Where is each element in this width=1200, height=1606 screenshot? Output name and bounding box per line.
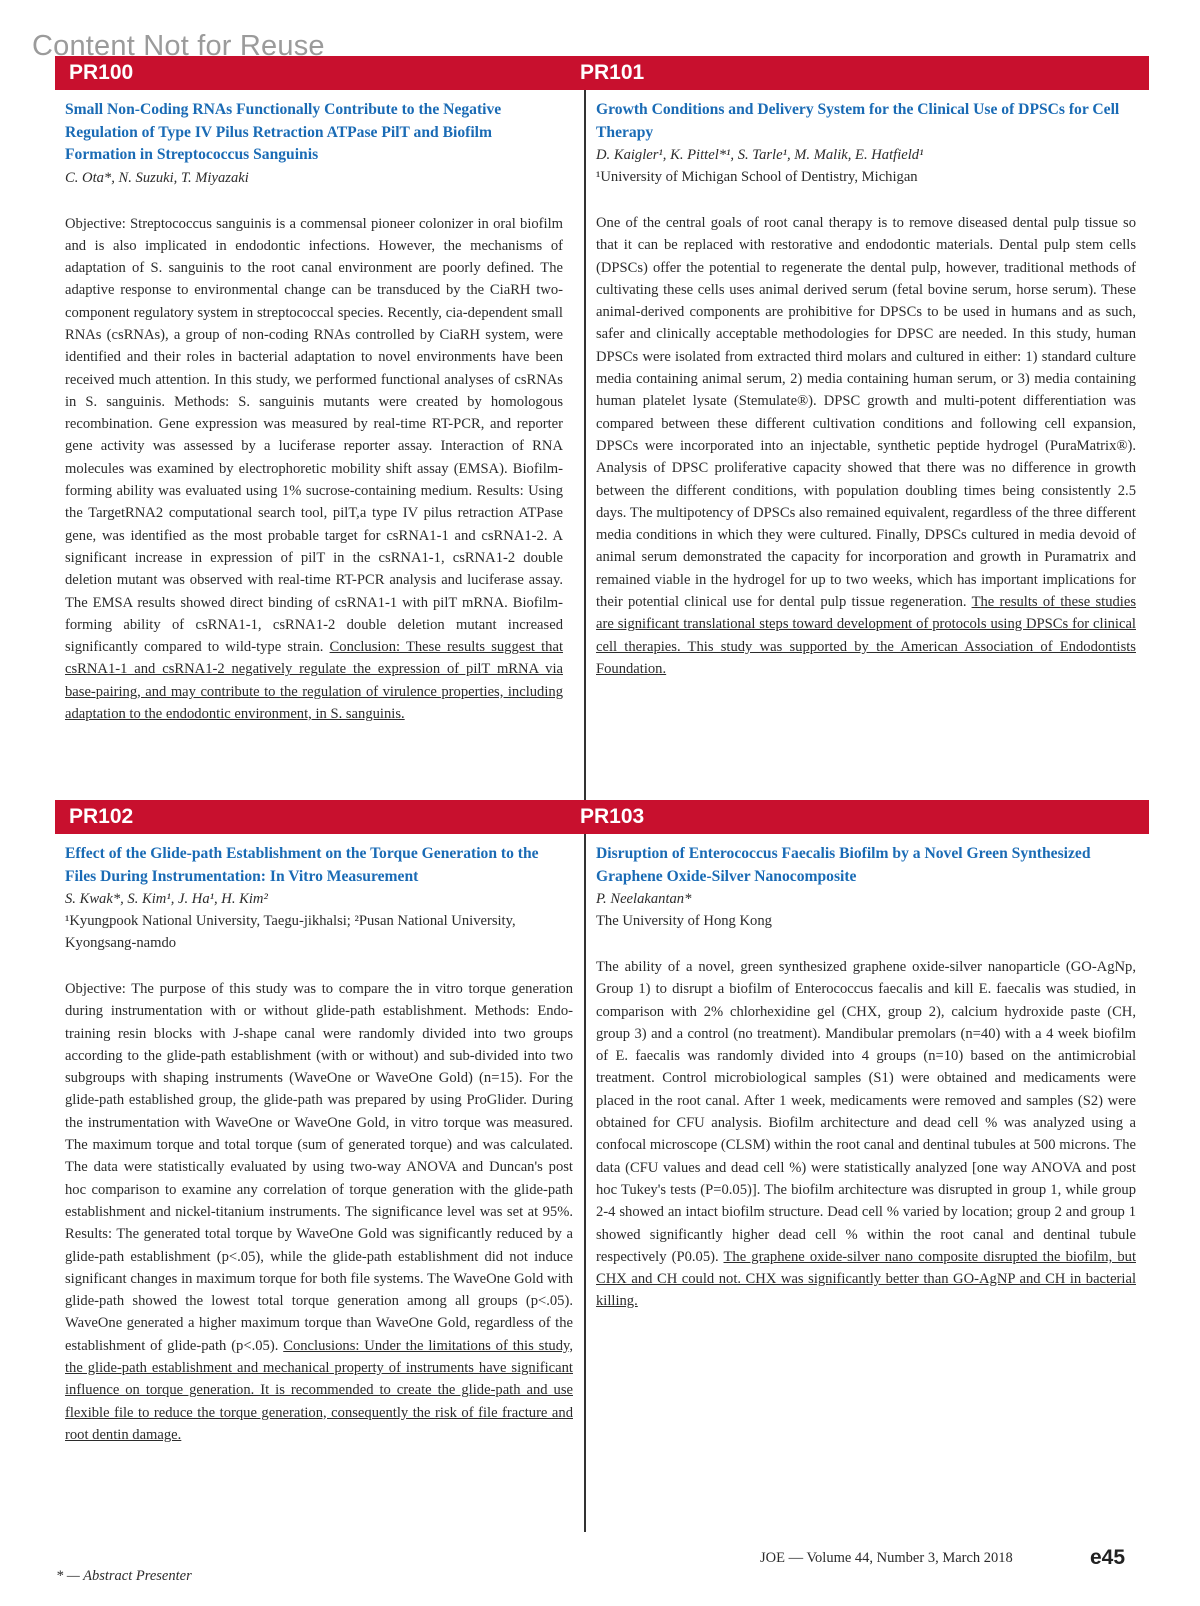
abstract-pr100: [65, 99, 563, 725]
abstract-conclusion: Conclusions: Under the limitations of this study, the glide-path establishment and mechanical property of instruments have significant influence on torque generation. It is recommended to create the glide-path and use flexible file to reduce the torque generation, consequently the risk of file fracture and root dentin damage.: [65, 1337, 573, 1443]
abstract-body: [65, 978, 573, 1446]
abstract-authors: S. Kwak*, S. Kim¹, J. Ha¹, H. Kim²: [65, 891, 268, 907]
abstract-conclusion: The results of these studies are significant translational steps toward development of protocols using DPSCs for clinical cell therapies. This study was supported by the American Association of Endodontists Foundation.: [596, 594, 1136, 677]
abstract-title: Small Non-Coding RNAs Functionally Contribute to the Negative Regulation of Type IV Pilus Retraction ATPase PilT and Biofilm Formation in Streptococcus Sanguinis: [65, 101, 502, 163]
abstract-body-text: Objective: Streptococcus sanguinis is a commensal pioneer colonizer in oral biofilm and is also implicated in endodontic infections. However, the mechanisms of adaptation of S. sanguinis to the root canal environment are poorly defined. The adaptive response to environmental change can be transduced by the CiaRH two-component regulatory system in streptococcal species. Recently, cia-dependent small RNAs (csRNAs), a group of non-coding RNAs controlled by CiaRH system, were identified and their roles in bacterial adaptation to novel environments have been received much attention. In this study, we performed functional analyses of csRNAs in S. sanguinis. Methods: S. sanguinis mutants were created by homologous recombination. Gene expression was measured by real-time RT-PCR, and reporter gene activity was assessed by a luciferase reporter assay. Interaction of RNA molecules was examined by electrophoretic mobility shift assay (EMSA). Biofilm-forming ability was evaluated using 1% sucrose-containing medium. Results: Using the TargetRNA2 computational search tool, pilT,a type IV pilus retraction ATPase gene, was identified as the most probable target for csRNA1-1 and csRNA1-2. A significant increase in expression of pilT in the csRNA1-1, csRNA1-2 double deletion mutant was observed with real-time RT-PCR analysis and luciferase assay. The EMSA results showed direct binding of csRNA1-1 with pilT mRNA. Biofilm-forming ability of csRNA1-1, csRNA1-2 double deletion mutant increased significantly compared to wild-type strain.: [65, 215, 563, 656]
abstract-body-text: The ability of a novel, green synthesized graphene oxide-silver nanoparticle (GO-AgNp, Group 1) to disrupt a biofilm of Enterococcus faecalis and kill E. faecalis was studied, in comparison with 2% chlorhexidine gel (CHX, group 2), calcium hydroxide paste (CH, group 3) and a control (no treatment). Mandibular premolars (n=40) with a 4 week biofilm of E. faecalis was randomly divided into 4 groups (n=10) based on the antimicrobial treatment. Control microbiological samples (S1) were obtained and medicaments were placed in the root canal. After 1 week, medicaments were removed and samples (S2) were obtained for CFU analysis. Biofilm architecture and dead cell % was analyzed using a confocal microscope (CLSM) within the root canal and dentinal tubules at 500 microns. The data (CFU values and dead cell %) were statistically analyzed [one way ANOVA and post hoc Tukey's tests (P=0.05)]. The biofilm architecture was disrupted in group 1, while group 2-4 showed an intact biofilm structure. Dead cell % varied by location; group 2 and group 1 showed significantly higher dead cell % within the root canal and dentinal tubule respectively (P0.05).: [596, 959, 1136, 1265]
abstract-header-pr103: [566, 800, 1149, 834]
abstract-header-pr101: [566, 56, 1149, 90]
abstract-conclusion: Conclusion: These results suggest that csRNA1-1 and csRNA1-2 negatively regulate the expression of pilT mRNA via base-pairing, and may contribute to the regulation of virulence properties, including adaptation to the endodontic environment, in S. sanguinis.: [65, 639, 563, 723]
abstract-body: [65, 213, 563, 726]
watermark-text: Content Not for Reuse: [32, 30, 325, 62]
abstract-affiliation: ¹Kyungpook National University, Taegu-jikhalsi; ²Pusan National University, Kyongsang-namdo: [65, 913, 516, 951]
abstract-body: [596, 956, 1136, 1313]
journal-citation: JOE — Volume 44, Number 3, March 2018: [760, 1550, 1013, 1566]
abstract-body-text: One of the central goals of root canal therapy is to remove diseased dental pulp tissue so that it can be replaced with restorative and endodontic materials. Dental pulp stem cells (DPSCs) offer the potential to regenerate the dental pulp, however, traditional methods of cultivating these cells uses animal derived serum (fetal bovine serum, horse serum). These animal-derived components are prohibitive for DPSCs to be used in humans and as such, safer and clinically acceptable methodologies for DPSC are needed. In this study, human DPSCs were isolated from extracted third molars and cultured in either: 1) standard culture media containing animal serum, 2) media containing human serum, or 3) media containing human platelet lysate (Stemulate®). DPSC growth and multi-potent differentiation was compared between these different cultivation conditions and following cell expansion, DPSCs were incorporated into an injectable, synthetic peptide hydrogel (PuraMatrix®). Analysis of DPSC proliferative capacity showed that there was no difference in growth between the different conditions, with population doubling times being consistently 2.5 days. The multipotency of DPSCs also remained equivalent, regardless of the three different media conditions in which they were cultured. Finally, DPSCs cultured in media devoid of animal serum demonstrated the capacity for incorporation and growth in Puramatrix and remained viable in the hydrogel for up to two weeks, which has important implications for their potential clinical use for dental pulp tissue regeneration.: [596, 215, 1136, 611]
abstract-authors: C. Ota*, N. Suzuki, T. Miyazaki: [65, 169, 249, 186]
presenter-footnote: * — Abstract Presenter: [56, 1568, 192, 1584]
abstract-pr103: [596, 843, 1136, 1313]
abstract-code: PR102: [69, 805, 134, 828]
abstract-affiliation: ¹University of Michigan School of Dentistry, Michigan: [596, 169, 918, 185]
abstract-code: PR101: [580, 61, 645, 84]
abstract-authors: P. Neelakantan*: [596, 891, 692, 907]
abstract-pr101: [596, 99, 1136, 680]
abstract-affiliation: The University of Hong Kong: [596, 913, 772, 929]
abstract-code: PR100: [69, 61, 134, 84]
abstract-body-text: Objective: The purpose of this study was to compare the in vitro torque generation during instrumentation with or without glide-path establishment. Methods: Endo-training resin blocks with J-shape canal were randomly divided into two groups according to the glide-path establishment (with or without) and sub-divided into two subgroups with shaping instruments (WaveOne or WaveOne Gold) (n=15). For the glide-path established group, the glide-path was prepared by using ProGlider. During the instrumentation with WaveOne or WaveOne Gold, in vitro torque was measured. The maximum torque and total torque (sum of generated torque) and was calculated. The data were statistically evaluated by using two-way ANOVA and Duncan's post hoc comparison to examine any correlation of torque generation with the glide-path establishment and nickel-titanium instruments. The significance level was set at 95%. Results: The generated total torque by WaveOne Gold was significantly reduced by a glide-path establishment (p<.05), while the glide-path establishment did not induce significant changes in maximum torque for both file systems. The WaveOne Gold with glide-path showed the lowest total torque generation among all groups (p<.05). WaveOne generated a higher maximum torque than WaveOne Gold, regardless of the establishment of glide-path (p<.05).: [65, 981, 573, 1354]
abstract-authors: D. Kaigler¹, K. Pittel*¹, S. Tarle¹, M. Malik, E. Hatfield¹: [596, 147, 924, 163]
abstract-title: Disruption of Enterococcus Faecalis Biofilm by a Novel Green Synthesized Graphene Oxide-Silver Nanocomposite: [596, 845, 1091, 885]
abstract-header-pr102: [55, 800, 569, 834]
abstract-code: PR103: [580, 805, 645, 828]
page-number: e45: [1090, 1546, 1126, 1569]
column-divider: [584, 834, 586, 1532]
abstract-title: Growth Conditions and Delivery System for the Clinical Use of DPSCs for Cell Therapy: [596, 101, 1120, 141]
abstract-pr102: [65, 843, 573, 1446]
abstract-body: [596, 212, 1136, 680]
abstract-conclusion: The graphene oxide-silver nano composite disrupted the biofilm, but CHX and CH could not. CHX was significantly better than GO-AgNP and CH in bacterial killing.: [596, 1248, 1136, 1310]
column-divider: [584, 90, 586, 800]
abstract-title: Effect of the Glide-path Establishment on the Torque Generation to the Files During Instrumentation: In Vitro Measurement: [65, 845, 539, 885]
